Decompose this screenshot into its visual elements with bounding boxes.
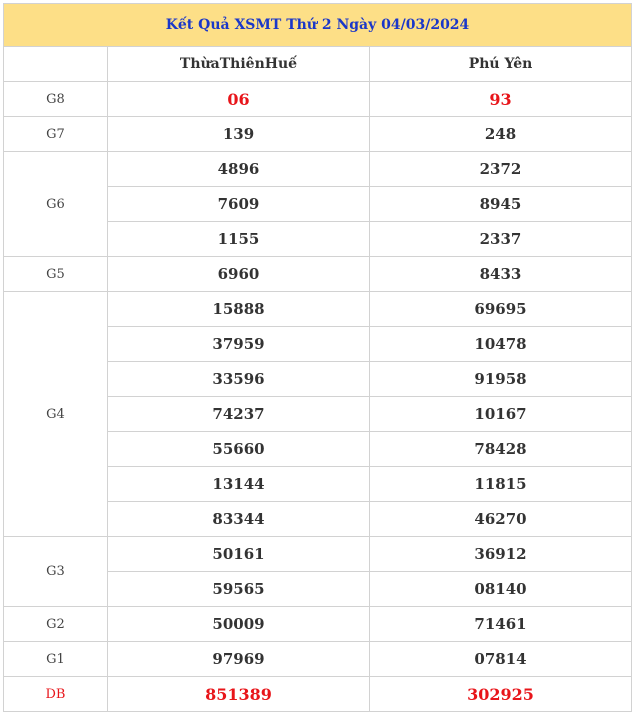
result-hue: 851389: [108, 677, 370, 712]
result-phu-yen: 10167: [370, 397, 632, 432]
result-phu-yen: 2372: [370, 152, 632, 187]
table-title: Kết Quả XSMT Thứ 2 Ngày 04/03/2024: [4, 4, 632, 47]
prize-row-db: [4, 677, 632, 712]
lottery-results-table: [3, 3, 632, 712]
result-phu-yen: 11815: [370, 467, 632, 502]
prize-row-g3: [4, 537, 632, 572]
prize-label: G5: [4, 257, 108, 292]
result-phu-yen: 69695: [370, 292, 632, 327]
result-hue: 6960: [108, 257, 370, 292]
result-hue: 74237: [108, 397, 370, 432]
prize-row-g1: [4, 642, 632, 677]
result-phu-yen: 91958: [370, 362, 632, 397]
prize-label: G1: [4, 642, 108, 677]
prize-row-g6: [4, 152, 632, 187]
prize-row-g4: [4, 292, 632, 327]
result-hue: 83344: [108, 502, 370, 537]
prize-label: G6: [4, 152, 108, 257]
province-header-phu-yen: Phú Yên: [370, 47, 632, 82]
result-phu-yen: 78428: [370, 432, 632, 467]
result-phu-yen: 36912: [370, 537, 632, 572]
header-row: [4, 47, 632, 82]
prize-label: G2: [4, 607, 108, 642]
result-phu-yen: 2337: [370, 222, 632, 257]
result-hue: 13144: [108, 467, 370, 502]
result-phu-yen: 302925: [370, 677, 632, 712]
prize-label: G7: [4, 117, 108, 152]
result-hue: 06: [108, 82, 370, 117]
result-hue: 4896: [108, 152, 370, 187]
result-hue: 55660: [108, 432, 370, 467]
result-phu-yen: 07814: [370, 642, 632, 677]
results-panel: [3, 3, 631, 712]
prize-label: G8: [4, 82, 108, 117]
result-hue: 37959: [108, 327, 370, 362]
result-phu-yen: 46270: [370, 502, 632, 537]
result-phu-yen: 08140: [370, 572, 632, 607]
result-hue: 15888: [108, 292, 370, 327]
result-hue: 1155: [108, 222, 370, 257]
result-phu-yen: 8433: [370, 257, 632, 292]
result-hue: 59565: [108, 572, 370, 607]
result-phu-yen: 10478: [370, 327, 632, 362]
result-hue: 50161: [108, 537, 370, 572]
result-hue: 97969: [108, 642, 370, 677]
result-hue: 7609: [108, 187, 370, 222]
result-hue: 50009: [108, 607, 370, 642]
prize-label: G3: [4, 537, 108, 607]
result-phu-yen: 93: [370, 82, 632, 117]
title-row: [4, 4, 632, 47]
result-phu-yen: 71461: [370, 607, 632, 642]
prize-column-header: [4, 47, 108, 82]
prize-row-g5: [4, 257, 632, 292]
result-phu-yen: 8945: [370, 187, 632, 222]
prize-row-g2: [4, 607, 632, 642]
result-hue: 33596: [108, 362, 370, 397]
result-hue: 139: [108, 117, 370, 152]
prize-label: G4: [4, 292, 108, 537]
province-header-hue: ThừaThiênHuế: [108, 47, 370, 82]
prize-row-g7: [4, 117, 632, 152]
result-phu-yen: 248: [370, 117, 632, 152]
prize-row-g8: [4, 82, 632, 117]
prize-label: DB: [4, 677, 108, 712]
